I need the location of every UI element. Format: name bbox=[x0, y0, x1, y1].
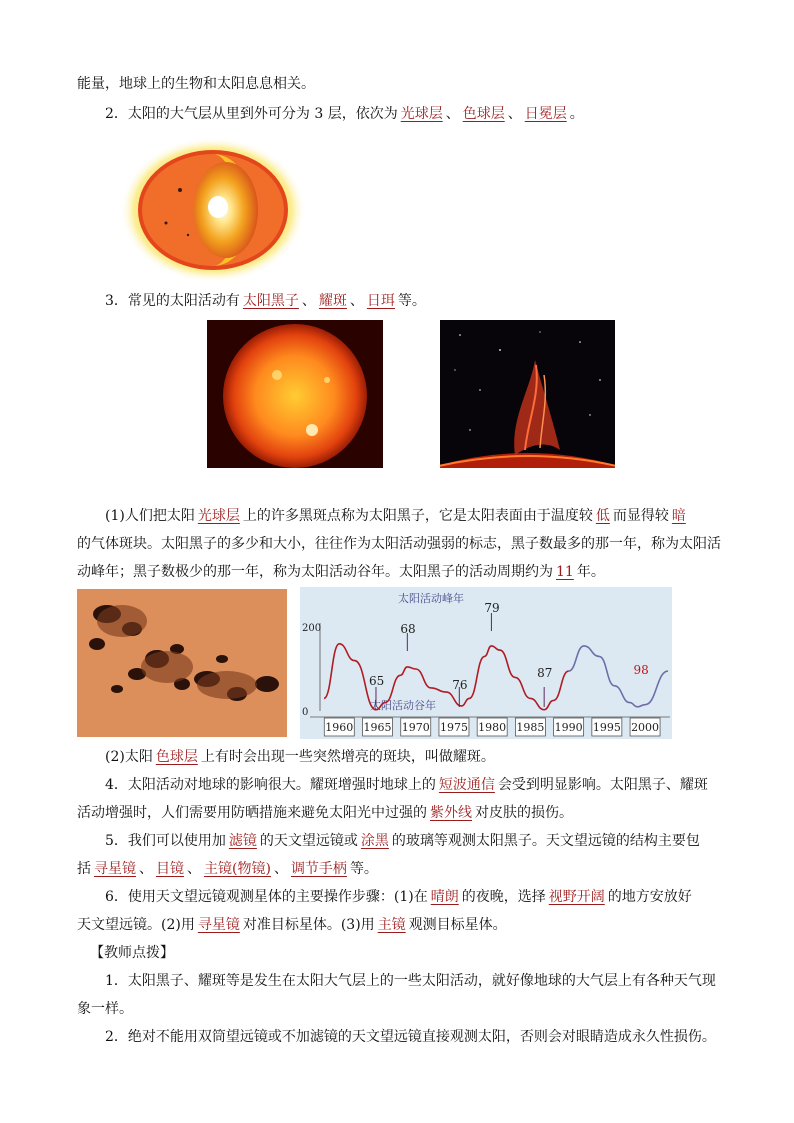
x-tick-label: 1965 bbox=[363, 721, 392, 734]
answer-chromosphere: 色球层 bbox=[462, 106, 505, 122]
y-axis bbox=[302, 623, 321, 718]
answer-corona: 日冕层 bbox=[524, 106, 567, 122]
para-1-line-2: 的气体斑块。太阳黑子的多少和大小，往往作为太阳活动强弱的标志，黑子数最多的那一年，称为太阳活 bbox=[77, 536, 721, 552]
peak-label: 98 bbox=[633, 663, 649, 677]
sunspot-cycle-chart bbox=[300, 587, 672, 739]
period-mark: 等。 bbox=[397, 293, 426, 309]
q3-text: 3．常见的太阳活动有 bbox=[105, 293, 240, 309]
x-tick-label: 1995 bbox=[592, 721, 621, 734]
para-text: 对皮肤的损伤。 bbox=[475, 805, 573, 821]
para-text: 的玻璃等观测太阳黑子。天文望远镜的结构主要包 bbox=[391, 833, 700, 849]
question-3 bbox=[105, 291, 426, 311]
answer-blacken: 涂黑 bbox=[360, 833, 389, 849]
para-text: 年。 bbox=[576, 564, 605, 580]
question-5-line-1 bbox=[105, 831, 700, 851]
valley-label: 65 bbox=[368, 674, 385, 688]
question-5-line-2 bbox=[77, 859, 378, 879]
x-tick-label: 1960 bbox=[325, 721, 354, 734]
answer-uv: 紫外线 bbox=[430, 805, 472, 821]
para-text: 5．我们可以使用加 bbox=[105, 833, 226, 849]
answer-dark: 暗 bbox=[671, 508, 686, 524]
sun-photo bbox=[207, 320, 383, 468]
separator: 、 bbox=[273, 861, 288, 877]
valley-label: 87 bbox=[537, 666, 553, 680]
x-tick-label: 1985 bbox=[516, 721, 545, 734]
para-text: (2)太阳 bbox=[105, 749, 153, 765]
valley-label: 76 bbox=[452, 678, 468, 692]
para-text: 会受到明显影响。太阳黑子、耀斑 bbox=[497, 777, 708, 793]
answer-flare-layer: 色球层 bbox=[155, 749, 198, 765]
sunspot-photo bbox=[77, 589, 287, 737]
answer-part-handle: 调节手柄 bbox=[290, 861, 347, 877]
x-tick-label: 2000 bbox=[631, 721, 660, 734]
para-2 bbox=[105, 747, 495, 767]
peak-label: 68 bbox=[400, 622, 416, 636]
answer-period: 11 bbox=[556, 564, 574, 580]
para-text: 括 bbox=[77, 861, 91, 877]
answer-part-finder: 寻星镜 bbox=[94, 861, 136, 877]
para-text: 等。 bbox=[349, 861, 378, 877]
question-4-line-1 bbox=[105, 775, 708, 795]
answer-place: 视野开阔 bbox=[548, 889, 605, 905]
chart-svg bbox=[300, 587, 672, 739]
question-6-line-1 bbox=[105, 887, 692, 907]
para-text: 观测目标星体。 bbox=[408, 917, 507, 933]
answer-part-main: 主镜(物镜) bbox=[204, 861, 271, 877]
answer-finder: 寻星镜 bbox=[197, 917, 240, 933]
text-line: 能量，地球上的生物和太阳息息相关。 bbox=[77, 76, 315, 92]
separator: 、 bbox=[349, 293, 364, 309]
para-text: 动峰年；黑子数极少的那一年，称为太阳活动谷年。太阳黑子的活动周期约为 bbox=[77, 564, 553, 580]
x-tick-label: 1975 bbox=[439, 721, 468, 734]
question-6-line-2 bbox=[77, 915, 507, 935]
para-text: 而显得较 bbox=[612, 508, 669, 524]
series-line bbox=[569, 646, 668, 707]
question-4-line-2 bbox=[77, 803, 573, 823]
chart-title: 太阳活动峰年 bbox=[398, 592, 464, 605]
answer-temperature: 低 bbox=[595, 508, 610, 524]
answer-main-mirror: 主镜 bbox=[377, 917, 406, 933]
answer-filter: 滤镜 bbox=[228, 833, 257, 849]
para-text: 活动增强时，人们需要用防晒措施来避免太阳光中过强的 bbox=[77, 805, 427, 821]
y-tick-label: 0 bbox=[302, 707, 309, 718]
para-1-line-3 bbox=[77, 562, 605, 582]
para-text: 上有时会出现一些突然增亮的斑块，叫做耀斑。 bbox=[200, 749, 495, 765]
answer-radio: 短波通信 bbox=[438, 777, 495, 793]
x-axis bbox=[310, 717, 670, 736]
series-line bbox=[324, 644, 569, 710]
peak-label: 79 bbox=[484, 601, 500, 615]
para-text: 6．使用天文望远镜观测星体的主要操作步骤：(1)在 bbox=[105, 889, 428, 905]
answer-prominence: 日珥 bbox=[366, 293, 395, 309]
para-text: 天文望远镜。(2)用 bbox=[77, 917, 195, 933]
period-mark: 。 bbox=[569, 106, 584, 122]
q2-text: 2．太阳的大气层从里到外可分为 3 层，依次为 bbox=[105, 106, 398, 122]
prominence-photo bbox=[440, 320, 615, 468]
answer-photosphere: 光球层 bbox=[400, 106, 443, 122]
para-text: 上的许多黑斑点称为太阳黑子，它是太阳表面由于温度较 bbox=[242, 508, 593, 524]
para-1-line-1 bbox=[105, 506, 689, 526]
para-text: 的天文望远镜或 bbox=[259, 833, 358, 849]
valley-label: 太阳活动谷年 bbox=[370, 699, 436, 712]
tip-1-line-2: 象一样。 bbox=[77, 1001, 133, 1017]
tip-1-line-1: 1．太阳黑子、耀斑等是发生在太阳大气层上的一些太阳活动，就好像地球的大气层上有各种天气现 bbox=[105, 973, 716, 989]
separator: 、 bbox=[187, 861, 201, 877]
para-text: 4．太阳活动对地球的影响很大。耀斑增强时地球上的 bbox=[105, 777, 436, 793]
y-tick-label: 200 bbox=[302, 623, 322, 634]
x-tick-label: 1970 bbox=[401, 721, 430, 734]
answer-weather: 晴朗 bbox=[430, 889, 459, 905]
separator: 、 bbox=[507, 106, 522, 122]
para-text: 的夜晚，选择 bbox=[461, 889, 546, 905]
answer-flare: 耀斑 bbox=[318, 293, 347, 309]
separator: 、 bbox=[445, 106, 460, 122]
label-layer bbox=[369, 601, 649, 707]
question-2 bbox=[105, 104, 584, 124]
answer-part-eyepiece: 目镜 bbox=[156, 861, 184, 877]
para-text: 的地方安放好 bbox=[607, 889, 692, 905]
separator: 、 bbox=[301, 293, 316, 309]
x-tick-label: 1980 bbox=[478, 721, 507, 734]
para-text: 对准目标星体。(3)用 bbox=[242, 917, 375, 933]
answer-sunspot-layer: 光球层 bbox=[197, 508, 240, 524]
answer-sunspot: 太阳黑子 bbox=[242, 293, 299, 309]
tip-2: 2．绝对不能用双筒望远镜或不加滤镜的天文望远镜直接观测太阳，否则会对眼睛造成永久性损伤。 bbox=[105, 1029, 716, 1045]
para-text: (1)人们把太阳 bbox=[105, 508, 195, 524]
x-tick-label: 1990 bbox=[554, 721, 583, 734]
sun-structure-image bbox=[118, 135, 308, 285]
separator: 、 bbox=[139, 861, 153, 877]
teacher-tip-heading: 【教师点拨】 bbox=[90, 945, 174, 961]
